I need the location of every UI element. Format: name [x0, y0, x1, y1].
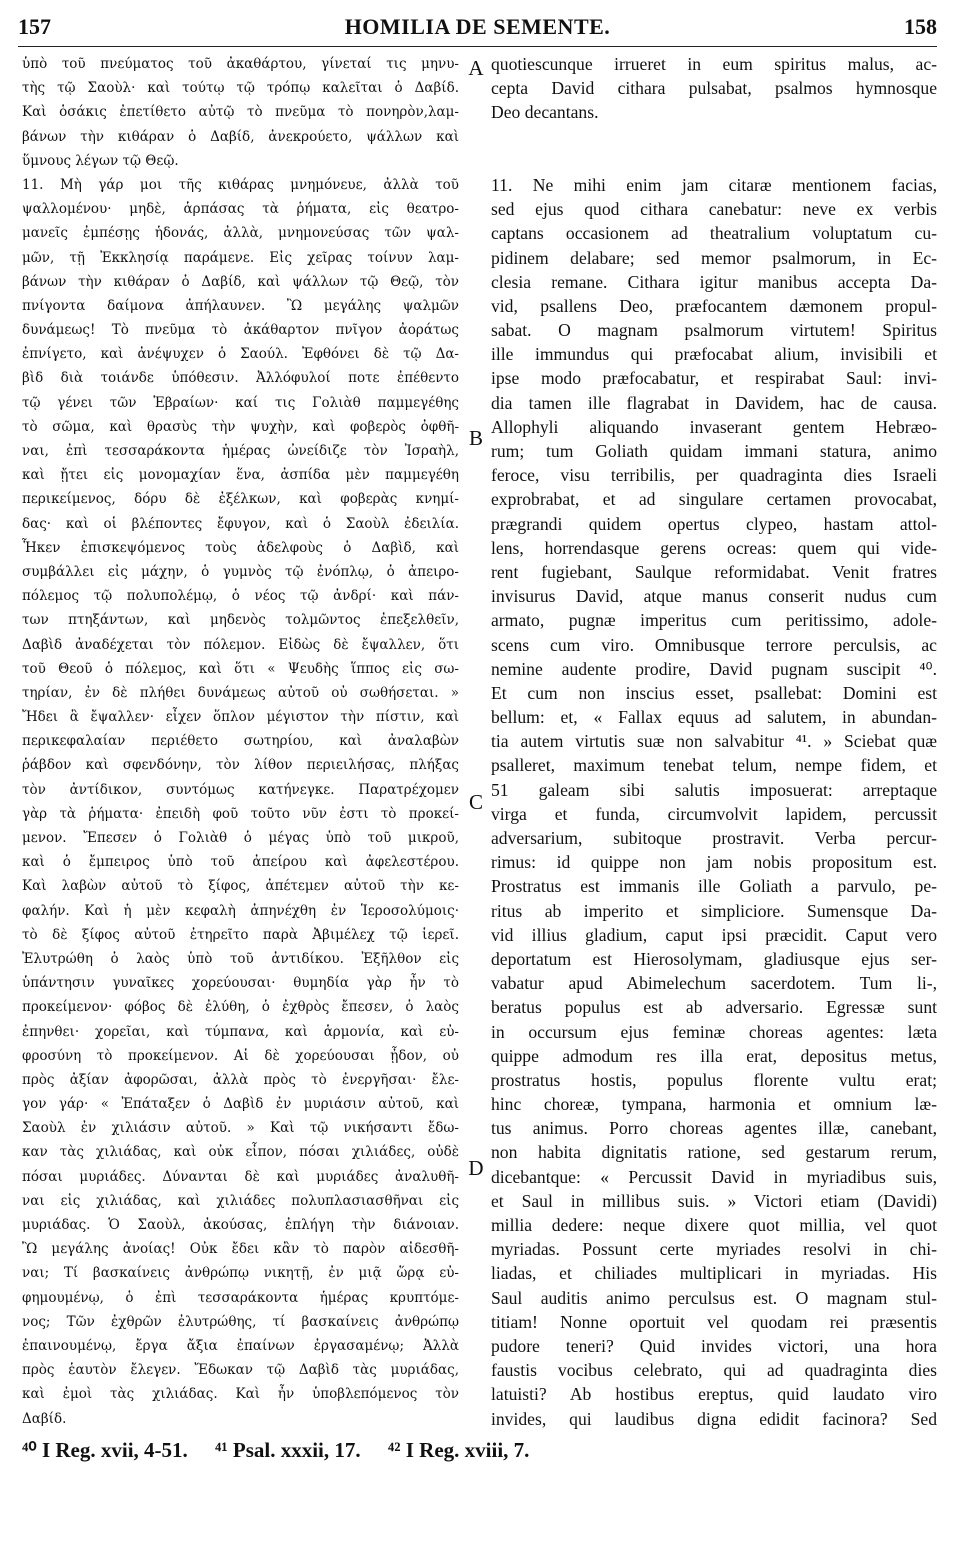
latin-text-line: lens, horrendasque gerens ocreas: quem qui vide-	[491, 537, 937, 558]
margin-letter-a: A	[468, 56, 484, 80]
latin-text-line: millia dedere: neque dixere quot millia, vel quot	[491, 1215, 937, 1235]
latin-text-line: ille immundus qui præfocabat alium, invisibili et	[491, 344, 937, 365]
latin-text-line: sabat. O magnam psalmorum virtutem! Spiritus	[491, 320, 937, 341]
greek-text-line: περικεφαλαίαν περιέθετο σωτηρίου, καὶ ἀναλαβὼν	[22, 733, 459, 750]
latin-text-line: rent fugiebant, Saulque reformidabat. Venit fratres	[491, 561, 937, 582]
latin-text-line: quotiescunque irrueret in eum spiritus malus, ac-	[491, 54, 937, 74]
latin-text-line: rum; tum Goliath quidam immani statura, animo	[491, 441, 937, 461]
latin-text-line: vabatur apud Abimelechum sacerdotem. Tum li-,	[491, 973, 937, 994]
greek-text-line: τὸν ἀντίδικον, συντόμως κατήνεγκε. Παρατρέχομεν	[22, 781, 459, 798]
margin-letter-c: C	[468, 790, 483, 814]
page-number-right: 158	[904, 14, 937, 39]
latin-text-line: Prostratus est immanis ille Goliath a parvulo, pe-	[491, 876, 937, 897]
greek-text-line: γον γάρ· « Ἐπάταξεν ὁ Δαβὶδ ἐν μυριάσιν αὐτοῦ, καὶ	[22, 1096, 459, 1113]
greek-text-line: τοῦ Θεοῦ ὁ πόλεμος, καὶ ὅτι « Ψευδὴς ἵππος εἰς σω-	[22, 660, 459, 677]
latin-text-line: pudore teneri? Quid invides victori, una hora	[491, 1335, 937, 1356]
latin-text-line: rimus: id quippe non jam nobis propositum est.	[491, 852, 937, 873]
greek-text-line: βὶδ διὰ τοιάνδε ὑπόθεσιν. Ἀλλόφυλοί ποτε ἐπέθεντο	[22, 370, 459, 387]
latin-text-line: bellum: et, « Fallax equus ad salutem, in abundan-	[491, 707, 937, 728]
latin-text-line: Allophyli aliquando invaserant gentem Hebræo-	[491, 416, 937, 437]
greek-text-line: ῥάβδον καὶ σφενδόνην, τὸν λίθον περιειλήσας, πλήξας	[22, 757, 459, 774]
greek-text-line: καὶ ὁ ἔμπειρος ὑπὸ τοῦ ἀπείρου καὶ ἀφελεστέρου.	[22, 854, 459, 871]
greek-text-line: πόλεμος τῷ πολυπολέμῳ, ὁ νέος τῷ ἀνδρί· καὶ πάν-	[22, 588, 459, 605]
latin-text-line: psalleret, maximum tenebat telum, nempe fidem, et	[491, 755, 937, 776]
margin-letter-d: D	[468, 1156, 484, 1180]
greek-text-line: πρὸς ἑαυτὸν ἔλεγεν. Ἔδωκαν τῷ Δαβὶδ τὰς μυριάδας,	[22, 1362, 459, 1379]
greek-text-line: προκείμενον· φόβος δὲ ἐλύθη, ὁ ἐχθρὸς ἔπεσεν, ὁ λαὸς	[22, 999, 459, 1016]
greek-text-line: πρὸς ἀξίαν ἀφορῶσαι, ἀλλὰ πρὸς τὸ ἐνεργῆσαι· ἔλε-	[22, 1071, 459, 1088]
greek-text-line: ὑπάντησιν γυναῖκες χορεύουσαι· θυμηδία γὰρ ἦν τὸ	[22, 975, 459, 992]
greek-text-line: γὰρ τὰ ῥήματα· ἐπειδὴ φοῦ τοῦτο νῦν ἐστι τὸ προκεί-	[22, 805, 459, 822]
greek-text-line: ὑπὸ τοῦ πνεύματος τοῦ ἀκαθάρτου, γίνεταί τις μηνυ-	[22, 56, 459, 72]
greek-text-line: μανεῖς ἐμπέσῃς ἡδονάς, ἀλλὰ, μνημονεύσας τῶν ψαλ-	[22, 225, 459, 242]
latin-text-line: invides, qui laudibus digna edidit facinora? Sed	[491, 1408, 937, 1429]
latin-text-line	[491, 149, 937, 173]
latin-text-line: prostratus hostis, populus florente vultu erat;	[491, 1069, 937, 1090]
greek-text-line: ἐπαινουμένῳ, ἔργα ἄξια ἐπαίνων ἐργασαμένῳ; Ἀλλὰ	[22, 1337, 459, 1354]
greek-text-line: ναι, ἐπὶ τεσσαράκοντα ἡμέρας ὠνείδιζε τὸν Ἰσραὴλ,	[22, 443, 459, 459]
greek-text-line: Καὶ λαβὼν αὐτοῦ τὸ ξίφος, ἀπέτεμεν αὐτοῦ τὴν κε-	[22, 878, 459, 895]
greek-text-line: Ἧκεν ἐπισκεψόμενος τοὺς ἀδελφοὺς ὁ Δαβὶδ, καὶ	[22, 539, 459, 556]
latin-text-line: dia tamen ille flagrabat in Davidem, hac de causa.	[491, 392, 937, 413]
greek-text-line: φαλήν. Καὶ ἡ μὲν κεφαλὴ ἀπηνέχθη ἐν Ἱεροσολύμοις·	[22, 902, 459, 919]
latin-text-line: ipse modo præfocabatur, et respirabat Saul: invi-	[491, 368, 937, 389]
greek-text-line: φημουμένῳ, ὁ ἐπὶ τεσσαράκοντα ἡμέρας κρυπτόμε-	[22, 1289, 459, 1306]
greek-text-line: τηρίαν, ἐν δὲ πλήθει δυνάμεως αὐτοῦ οὐ σωθήσεται. »	[22, 684, 459, 701]
latin-text-line: prægrandi quidem opertus clypeo, hastam attol-	[491, 513, 937, 534]
footnotes	[22, 1438, 937, 1463]
latin-text-line: deportatum est Hierosolymam, gladiusque ejus ser-	[491, 948, 937, 969]
greek-text-line: Σαοὺλ ἐν χιλιάσιν αὐτοῦ. » Καὶ τῷ νικήσαντι ἔδω-	[22, 1120, 459, 1137]
greek-text-line: ψαλλομένου· μηδὲ, ἁρπάσας τὰ ῥήματα, εἰς θεατρο-	[22, 201, 459, 218]
latin-text-line: vid illius gladium, caput ipsi præcidit. Caput vero	[491, 924, 937, 945]
greek-text-line: 11. Μὴ γάρ μοι τῆς κιθάρας μνημόνευε, ἀλλὰ τοῦ	[22, 176, 459, 193]
greek-text-line: βάνων τὴν κιθάραν ὁ Δαβίδ, ἀνεκρούετο, ψάλλων καὶ	[22, 128, 459, 145]
latin-text-line: 11. Ne mihi enim jam citaræ mentionem facias,	[491, 174, 937, 195]
greek-text-line: μυριάδας. Ὁ Σαοὺλ, ἀκούσας, ἐπλήγη τὴν διάνοιαν.	[22, 1217, 459, 1233]
greek-text-line: των πτηξάντων, καὶ μηδενὸς τολμῶντος ἐπεξελθεῖν,	[22, 612, 459, 629]
greek-text-line: βάνων τὴν κιθάραν ὁ Δαβίδ, καὶ ψάλλων τῷ Θεῷ, τὸν	[22, 273, 459, 290]
latin-text-line: hinc choreæ, tympana, harmonia et omnium læ-	[491, 1094, 937, 1115]
latin-text-line: dicebantque: « Percussit David in myriadibus suis,	[491, 1166, 937, 1187]
greek-text-line: καν τὰς χιλιάδας, καὶ οὐκ εἶπον, πόσαι χιλιάδες, οὐδὲ	[22, 1144, 459, 1161]
latin-text-line	[491, 125, 937, 149]
latin-text-line: in occursum ejus feminæ choreas agentes: læta	[491, 1021, 937, 1042]
running-title: HOMILIA DE SEMENTE.	[344, 14, 611, 39]
latin-text-line: tia autem virtutis suæ non salvabitur ⁴¹. » Sciebat quæ	[491, 731, 937, 752]
latin-text-line: Saul auditis animo perculsus est. O magnam stul-	[491, 1287, 937, 1308]
latin-text-line: ritus ab imperito et simpliciore. Sumensque Da-	[491, 900, 937, 921]
latin-text-line: tus animus. Porro choreas agentes illæ, canebant,	[491, 1118, 937, 1139]
footnote: ⁴² I Reg. xviii, 7.	[387, 1438, 530, 1462]
greek-text-line: ἐπηνθει· χορεῖαι, καὶ τύμπανα, καὶ ἁρμονία, καὶ εὐ-	[22, 1023, 459, 1040]
latin-text-line: sed ejus quod cithara canebatur: neve ex verbis	[491, 199, 937, 220]
greek-text-line: μενον. Ἔπεσεν ὁ Γολιὰθ ὁ μέγας ὑπὸ τοῦ μικροῦ,	[22, 830, 459, 846]
greek-text-line: τῷ γένει τῶν Ἑβραίων· καί τις Γολιὰθ παμμεγέθης	[22, 394, 459, 411]
latin-text-line: clesia remane. Cithara igitur manibus accepta Da-	[491, 271, 937, 292]
latin-text-line: 51 galeam sibi salutis imposuerat: arreptaque	[491, 779, 937, 800]
latin-text-line: scens cum viro. Omnibusque terrore perculsis, ac	[491, 634, 937, 655]
greek-text-line: Ἐλυτρώθη ὁ λαὸς ὑπὸ τοῦ ἀντιδίκου. Ἐξῆλθον εἰς	[22, 950, 459, 967]
greek-text-line: πόσαι μυριάδες. Δύνανται δὲ καὶ μυριάδες ἀναλυθῆ-	[22, 1168, 459, 1185]
latin-text-line: captans occasionem ad theatralium voluptatum cu-	[491, 223, 937, 244]
greek-text-line: νος; Τῶν ἐχθρῶν ἐλυτρώθης, τί βασκαίνεις ἀνθρώπῳ	[22, 1313, 459, 1330]
greek-text-line: δας· καὶ οἱ βλέποντες ἔφυγον, καὶ ὁ Σαοὺλ ἐδειλία.	[22, 515, 459, 532]
margin-letter-b: B	[468, 426, 483, 450]
footnote: ⁴¹ Psal. xxxii, 17.	[215, 1438, 361, 1462]
greek-text-line: τὴς τῷ Σαοὺλ· καὶ τούτῳ τῷ τρόπῳ καλεῖται ὁ Δαβίδ.	[22, 80, 459, 97]
footnote: ⁴⁰ I Reg. xvii, 4-51.	[22, 1438, 188, 1462]
latin-text-line: exprobrabat, et ad singulare certamen provocabat,	[491, 489, 937, 510]
latin-text-line: feroce, visu terribilis, per quadraginta dies Israeli	[491, 465, 937, 486]
greek-text-line: συμβάλλει εἰς μάχην, ὁ γυμνὸς τῷ ἐνόπλῳ, ὁ ἀπειρο-	[22, 563, 459, 580]
greek-text-line: Ἤδει ἃ ἔψαλλεν· εἶχεν ὅπλον μέγιστον τὴν πίστιν, καὶ	[22, 709, 459, 726]
latin-text-line: Et cum non inscius esset, psallebat: Domini est	[491, 682, 937, 703]
latin-text-line: quippe admodum res illa erat, depositus metus,	[491, 1045, 937, 1066]
greek-text-line: ὕμνους λέγων τῷ Θεῷ.	[22, 152, 179, 169]
latin-text-line: latuisti? Ab hostibus ereptus, quid laudato viro	[491, 1384, 937, 1405]
latin-text-line: beratus populus est ab adversario. Egressæ sunt	[491, 997, 937, 1018]
latin-text-line: non habita dignitatis ratione, sed gestarum rerum,	[491, 1142, 937, 1163]
greek-text-line: Δαβὶδ ἀναδέχεται τὸν πόλεμον. Εἰδὼς δὲ ἔψαλλεν, ὅτι	[22, 636, 459, 653]
latin-text-line: et Saul in millibus suis. » Victori etiam (Davidi)	[491, 1190, 937, 1211]
latin-text-line: cepta David cithara pulsabat, psalmos hymnosque	[491, 78, 937, 99]
greek-text-line: ναι; Τί βασκαίνεις ἀνθρώπῳ νικητῇ, ἐν μιᾷ ὥρᾳ εὐ-	[22, 1265, 459, 1282]
latin-text-line: adversarium, subitoque prostravit. Verba percur-	[491, 828, 937, 848]
greek-text-line: τὸ σῶμα, καὶ θρασὺς τὴν ψυχὴν, καὶ φοβερὸς ὀφθῆ-	[22, 418, 459, 435]
greek-text-line: ναι εἰς χιλιάδας, καὶ χιλιάδες πολυπλασιασθῆναι εἰς	[22, 1192, 459, 1209]
greek-text-line: καὶ ᾔτει εἰς μονομαχίαν ἕνα, ἀσπίδα μὲν παμμεγέθη	[22, 467, 459, 484]
greek-text-line: ἐπνίγετο, καὶ ἀνέψυχεν ὁ Σαούλ. Ἐφθόνει δὲ τῷ Δα-	[22, 346, 459, 363]
greek-text-line: Ὢ μεγάλης ἀνοίας! Οὐκ ἔδει κἂν τὸ παρὸν αἰδεσθῆ-	[22, 1241, 459, 1258]
latin-text-line: liadas, et chiliades multiplicari in myriadas. His	[491, 1263, 937, 1284]
latin-text-line: pidinem delabare; sed memor psalmorum, in Ec-	[491, 247, 937, 268]
running-header	[18, 14, 937, 46]
header-rule	[18, 46, 937, 47]
greek-text-line: φροσύνη τὸ προκείμενον. Αἱ δὲ χορεύουσαι ᾖδον, οὐ	[22, 1047, 459, 1064]
greek-text-line: καὶ ἐμοὶ τὰς χιλιάδας. Καὶ ἦν ὑποβλεπόμενος τὸν	[22, 1386, 459, 1403]
latin-text-line: myriadas. Possunt certe myriades resolvi in chi-	[491, 1239, 937, 1260]
latin-text-line: titiam! Nonne oportuit vel quodam rei præsentis	[491, 1311, 937, 1332]
greek-text-line: μῶν, τῇ Ἐκκλησίᾳ παράμενε. Εἰς χεῖρας τοίνυν λαμ-	[22, 249, 459, 266]
greek-text-line: πνίγοντα δαίμονα ἀπήλαυνεν. Ὢ μεγάλης ψαλμῶν	[22, 297, 459, 314]
latin-column	[491, 52, 937, 1431]
latin-text-line: Deo decantans.	[491, 102, 599, 123]
greek-text-line: δυνάμεως! Τὸ πνεῦμα τὸ ἀκάθαρτον πνῖγον ἀοράτως	[22, 322, 459, 339]
greek-text-line: Καὶ ὁσάκις ἐπετίθετο αὐτῷ τὸ πνεῦμα τὸ πονηρὸν,λαμ-	[22, 104, 459, 121]
latin-text-line: invisurus David, atque manus conserit nudus cum	[491, 586, 937, 607]
latin-text-line: vid, psallens Deo, præfocantem dæmonem propul-	[491, 295, 937, 316]
greek-text-line: Δαβίδ.	[22, 1410, 67, 1427]
latin-text-line: faustis vocibus celebrato, qui ad quadraginta dies	[491, 1360, 937, 1381]
greek-text-line: περικείμενος, δόρυ δὲ ἐξέλκων, καὶ φοβερὰς κνημί-	[22, 491, 459, 508]
latin-text-line: nemine audente prodire, David pugnam suscipit ⁴⁰.	[491, 658, 937, 679]
latin-text-line: armato, pugnæ imperitus cum peritissimo, adole-	[491, 610, 937, 631]
page-number-left: 157	[18, 14, 51, 39]
greek-column	[22, 52, 459, 1431]
greek-text-line: τὸ δὲ ξίφος αὐτοῦ ἐτηρεῖτο παρὰ Ἀβιμέλεχ τῷ ἱερεῖ.	[22, 926, 459, 943]
latin-text-line: virga et funda, circumvolvit lapidem, percussit	[491, 803, 937, 824]
